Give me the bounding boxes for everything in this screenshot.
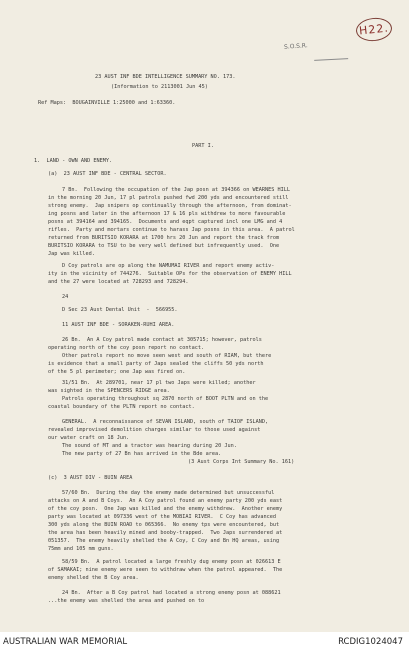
source-note: (3 Aust Corps Int Summary No. 161) [188, 459, 295, 465]
text-line: rifles. Party and mortars continue to harass Jap posns in this area. A patrol [48, 227, 295, 233]
text-line: operating north of the coy posn report no contact. [48, 345, 205, 351]
text-line: Patrols operating throughout sq 2870 north of BOOT PLTN and on the [62, 396, 269, 402]
text-line: 051357. The enemy heavily shelled the A Coy, C Coy and Bn HQ areas, using [48, 538, 280, 544]
text-line: ity in the vicinity of 744276. Suitable OPs for the observation of ENEMY HILL [48, 271, 292, 277]
text-line: the area has been heavily mined and booby-trapped. Two Japs surrendered at [48, 530, 283, 536]
text-line: Other patrols report no move seen west and south of RIAM, but there [62, 353, 272, 359]
text-line: party was located at 097336 west of the MOBIAI RIVER. C Coy has advanced [48, 514, 276, 520]
text-line: strong enemy. Jap snipers op continually through the afternoon, from dominat- [48, 203, 292, 209]
text-line: 58/59 Bn. A patrol located a large freshly dug enemy posn at 026613 E [62, 559, 281, 565]
text-line: coastal boundary of the PLTN report no contact. [48, 404, 195, 410]
text-line: in the morning 20 Jun, 17 pl patrols pushed fwd 200 yds and encountered still [48, 195, 289, 201]
text-line: D Coy patrols are op along the NAMUMAI RIVER and report enemy activ- [62, 263, 275, 269]
text-line: attacks on A and B Coys. An A Coy patrol found an enemy party 200 yds east [48, 498, 283, 504]
text-line: ing posns and later in the afternoon 17 & 16 pls withdrew to more favourable [48, 211, 286, 217]
text-line: Jap was killed. [48, 251, 95, 257]
document-subtitle: (Information to 2113001 Jun 45) [111, 84, 208, 90]
text-line: The new party of 27 Bn has arrived in the Bde area. [62, 451, 222, 457]
pencil-annotation: S.O.S.R. [283, 42, 308, 51]
text-line: 75mm and 105 mm guns. [48, 546, 114, 552]
ref-maps: Ref Maps: BOUGAINVILLE 1:25000 and 1:63360. [38, 100, 176, 106]
document-title: 23 AUST INF BDE INTELLIGENCE SUMMARY NO. 173. [95, 74, 236, 80]
text-line: 31/51 Bn. At 289701, near 17 pl two Japs were killed; another [62, 380, 256, 386]
text-line: 57/60 Bn. During the day the enemy made determined but unsuccessful [62, 490, 275, 496]
unit-number: 24 [62, 294, 69, 300]
archive-footer [0, 632, 409, 653]
text-line: is evidence that a small party of Japs sealed the cliffs 50 yds north [48, 361, 264, 367]
text-line: 24 Bn. After a B Coy patrol had located a strong enemy posn at 088621 [62, 590, 281, 596]
text-line: revealed improvised demolition charges similar to those used against [48, 427, 261, 433]
text-line: returned from BURITSIO KORARA at 1700 hrs 20 Jun and report the track from [48, 235, 280, 241]
archive-name: AUSTRALIAN WAR MEMORIAL [3, 637, 128, 647]
text-line: enemy shelled the B Coy area. [48, 575, 139, 581]
text-line: and the 27 were located at 728293 and 728294. [48, 279, 189, 285]
stamp-mark [314, 51, 348, 61]
section-heading: 1. LAND - OWN AND ENEMY. [34, 158, 113, 164]
text-line: The sound of MT and a tractor was hearing during 20 Jun. [62, 443, 237, 449]
text-line: of the 5 pl perimeter; one Jap was fired on. [48, 369, 186, 375]
part-heading: PART I. [192, 143, 214, 149]
text-line: 26 Bn. An A Coy patrol made contact at 305715; however, patrols [62, 337, 262, 343]
subsection-heading: (a) 23 AUST INF BDE - CENTRAL SECTOR. [48, 171, 167, 177]
text-line: our water craft on 18 Jun. [48, 435, 130, 441]
text-line: ...the enemy was shelled the area and pushed on to [48, 598, 205, 604]
text-line: BURITSIO KORARA to TSU to be very well defined but infrequently used. One [48, 243, 280, 249]
text-line: 7 Bn. Following the occupation of the Jap posn at 394366 on WEARNES HILL [62, 187, 290, 193]
file-reference-mark: H22. [355, 16, 393, 43]
text-line: posns at 394164 and 394165. Documents and eqpt captured incl one LMG and 4 [48, 219, 283, 225]
text-line: of SAMAKAI; nine enemy were seen to withdraw when the patrol appeared. The [48, 567, 283, 573]
archive-id: RCDIG1024047 [338, 637, 403, 647]
subsection-heading: (c) 3 AUST DIV - BUIN AREA [48, 475, 133, 481]
text-line: D Sec 23 Aust Dental Unit - 566955. [62, 307, 178, 313]
text-line: 300 yds along the BUIN ROAD to 065366. No enemy tps were encountered, but [48, 522, 280, 528]
text-line: was sighted in the SPENCERS RIDGE area. [48, 388, 170, 394]
text-line: GENERAL. A reconnaissance of SEVAN ISLAND, south of TAIOF ISLAND, [62, 419, 269, 425]
subsection-heading: 11 AUST INF BDE - SORAKEN-RUHI AREA. [62, 322, 175, 328]
text-line: of the coy posn. One Jap was killed and the enemy withdrew. Another enemy [48, 506, 283, 512]
